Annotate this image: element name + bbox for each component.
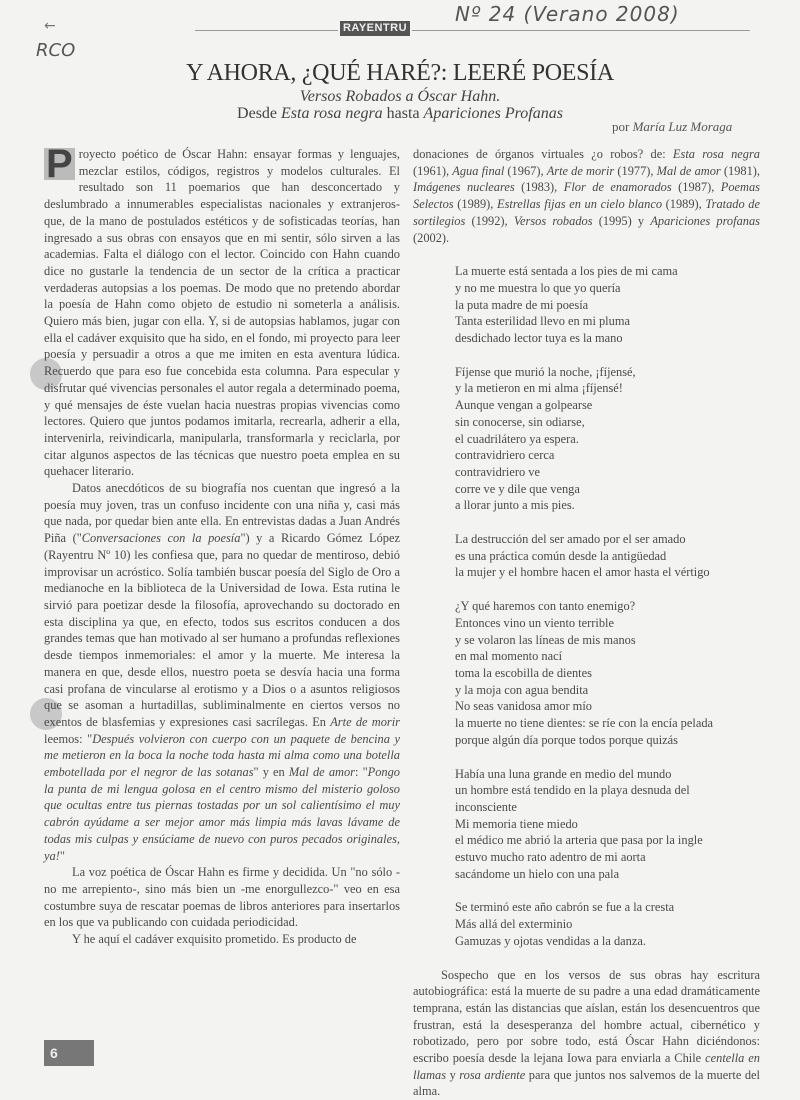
poem-line: es una práctica común desde la antigüedad	[455, 548, 667, 563]
italic-text: Apariciones profanas	[650, 213, 760, 228]
text-run: para que juntos nos salvemos de la muerte del alma.	[413, 1067, 760, 1099]
italic-text: Flor de enamorados	[563, 180, 672, 195]
italic-text: rosa ardiente	[459, 1067, 526, 1082]
text-run: hasta	[382, 105, 424, 122]
italic-text: Poemas Selectos	[413, 180, 760, 212]
poem-line: la puta madre de mi poesía	[455, 297, 589, 312]
text-run: La voz poética de Óscar Hahn es firme y decidida. Un "no sólo -no me arrepiento-, sino más bien un -me enorgullezco-" veo en esa costumbre suya de rescatar poemas de libros anteriores para insertarlos en los que va publicando con cuidada periodicidad.	[44, 865, 400, 930]
italic-text: Mal de amor	[288, 765, 355, 780]
poem-line: Mi memoria tiene miedo	[455, 816, 578, 831]
poem-line: Más allá del exterminio	[455, 917, 573, 932]
text-run: royecto poético de Óscar Hahn: ensayar formas y lenguajes, mezclar estilos, códigos, registros y modelos culturales. El resultado son 11 poemarios que han desconcertado y deslumbrado a innumerables especialistas nacionales y extranjeros- que, de la mano de postulados estéticos y de sofisticadas teorías, han ingresado a sus obras con ensayos que en mi sentir, sólo sirven a las academias. Falta el diálogo con el lector. Coincido con Hahn cuando dice no gustarle la tendencia de un sector de la crítica a practicar verdaderas autopsias a los poemas. De modo que no pretendo abordar la poesía de Hahn como objeto de estudio ni someterla a análisis. Quiero más bien, jugar con ella. Y, si de autopsias hablamos, jugar con ella el cadáver exquisito que ha sido, en el fondo, mi proyecto para leer poesía y persuadir a otros a que me imiten en esta aventura lúdica. Recuerdo que para eso fue concebida esta columna. Para especular y disfrutar qué vivencias personales el autor regala a determinado poema, y qué mensajes de éste vuelan hacia nuestras propias vivencias como lectores. Quiero que juntos podamos imitarla, recrearla, adherir a ella, intervenirla, reivindicarla, manipularla, transformarla y reciclarla, por citar algunos aspectos de las técnicas que nuestro poeta emplea en su quehacer literario.	[44, 147, 400, 479]
italic-text: Versos robados	[513, 213, 593, 228]
sources-paragraph	[413, 146, 760, 246]
body-paragraph	[44, 142, 400, 480]
poem-line: Entonces vino un viento terrible	[455, 615, 614, 630]
text-run: y	[446, 1067, 460, 1082]
poem-line: y la moja con agua bendita	[455, 682, 589, 697]
text-run: (1989),	[662, 197, 706, 212]
poem-line: y la metieron en mi alma ¡fíjensé!	[455, 381, 623, 396]
italic-text: Imágenes nucleares	[413, 180, 515, 195]
italic-text: Arte de morir	[546, 163, 615, 178]
italic-text: Apariciones Profanas	[423, 105, 563, 122]
italic-text: Tratado de sortilegios	[413, 197, 761, 228]
text-run: " y en	[253, 765, 289, 780]
page-number: 6	[44, 1040, 94, 1066]
text-run: "	[59, 848, 65, 863]
left-column	[44, 142, 400, 948]
text-run: (1995) y	[592, 213, 651, 228]
text-run: (1967),	[504, 163, 547, 178]
poem-line: el médico me abrió la arteria que pasa por la ingle	[455, 833, 703, 848]
text-run: (1981),	[720, 163, 761, 178]
poem-line: corre ve y dile que venga	[455, 481, 580, 496]
handwritten-issue-note: Nº 24 (Verano 2008)	[455, 2, 680, 26]
poem-line: No seas vanidosa amor mío	[455, 699, 592, 714]
poem-line: Gamuzas y ojotas vendidas a la danza.	[455, 933, 646, 948]
text-run: Desde	[237, 105, 282, 122]
poem-line: Fíjense que murió la noche, ¡fíjensé,	[455, 364, 636, 379]
poem-line: contravidriero cerca	[455, 448, 555, 463]
poem-line: inconsciente	[455, 799, 517, 814]
article-subtitle: Versos Robados a Óscar Hahn.	[299, 88, 501, 105]
poem-line: Se terminó este año cabrón se fue a la cresta	[455, 900, 675, 915]
italic-text: Conversaciones con la poesía	[81, 531, 241, 546]
poem-line: estuvo mucho rato adentro de mi aorta	[455, 850, 646, 865]
byline	[612, 119, 732, 135]
poem-stanza	[455, 598, 760, 748]
exquisite-corpse-poem	[455, 263, 760, 949]
text-run: (1977),	[614, 163, 657, 178]
text-run: (1983),	[514, 180, 564, 195]
text-run: Datos anecdóticos de su biografía nos cuentan que ingresó a la poesía muy joven, tras un confuso incidente con una niña y, casi más que nada, por quedar bien ante ella. En entrevistas dadas a Juan Andrés Piña ("	[44, 481, 400, 546]
poem-line: toma la escobilla de dientes	[455, 665, 592, 680]
poem-line: y no me muestra lo que yo quería	[455, 280, 621, 295]
italic-text: centella en llamas	[413, 1051, 760, 1082]
margin-arrow-mark: ←	[44, 18, 56, 34]
masthead-logo: RAYENTRU	[340, 21, 410, 36]
text-run: donaciones de órganos virtuales ¿o robos? de:	[413, 147, 673, 161]
italic-text: Estrellas fijas en un cielo blanco	[497, 197, 663, 212]
poem-line: ¿Y qué haremos con tanto enemigo?	[455, 599, 636, 614]
byline-author: María Luz Moraga	[632, 119, 733, 134]
text-run: (1987),	[671, 180, 721, 195]
italic-text: Esta rosa negra	[281, 105, 383, 122]
poem-line: a llorar junto a mis pies.	[455, 498, 575, 513]
text-run: : "	[354, 765, 368, 780]
right-column	[413, 146, 760, 1100]
poem-line: sacándome un hielo con una pala	[455, 866, 620, 881]
header-rule-left	[195, 30, 338, 31]
body-paragraph	[44, 480, 400, 864]
text-run: Sospecho que en los versos de sus obras hay escritura autobiográfica: está la muerte de su padre a una edad dramáticamente temprana, están las distancias que aíslan, están los desencuentros que frustran, está la desesperanza del hombre actual, cibernético y robotizado, pero por sobre todo, está Óscar Hahn diciéndonos: escribo poesía desde la lejana Iowa para enviarla a Chile	[413, 967, 760, 1066]
drop-cap: P	[46, 142, 73, 186]
poem-line: La destrucción del ser amado por el ser amado	[455, 532, 686, 547]
text-run: (1989),	[453, 197, 498, 212]
poem-line: sin conocerse, sin odiarse,	[455, 414, 585, 429]
poem-line: contravidriero ve	[455, 464, 540, 479]
body-paragraph	[44, 931, 400, 948]
text-run: leemos: "	[44, 731, 93, 746]
italic-text: Después volvieron con cuerpo con un paquete de bencina y me metieron en la boca la noche toda hasta mi alma como una botella embotellada por el negror de las sotanas	[44, 731, 400, 780]
poem-line: el cuadrilátero ya espera.	[455, 431, 579, 446]
closing-paragraph	[413, 967, 760, 1100]
poem-stanza	[455, 263, 760, 347]
poem-line: un hombre está tendido en la playa desnuda del	[455, 783, 690, 798]
poem-line: la muerte no tiene dientes: se ríe con la encía pelada	[455, 716, 714, 731]
text-run: (2002).	[413, 230, 450, 245]
text-run: ") y a Ricardo Gómez López (Rayentru Nº 10) les confiesa que, para no quedar de mentiroso, debió improvisar un acróstico. Solía también buscar poesía del Siglo de Oro a medianoche en la biblioteca de la Universidad de Iowa. Esta rutina le sirvió para poetizar desde la filosofía, aprovechando su doctorado en esta disciplina ya que, en efecto, todos sus escritos conducen a dos grandes temas que han motivado al ser humano a profundas reflexiones desde tiempos inmemoriales: el amor y la muerte. Me interesa la manera en que, desde ellos, nuestro poeta se desvía hacia una forma casi profana de vincularse al erotismo y a Dios o a asuntos religiosos que se asoman a hurtadillas, subliminalmente en ciertos versos no exentos de blasfemias y expresiones casi sacrílegas. En	[44, 531, 400, 729]
poem-line: desdichado lector tuya es la mano	[455, 331, 623, 346]
italic-text: Mal de amor	[656, 163, 721, 178]
poem-stanza	[455, 766, 760, 883]
header-rule-right	[412, 30, 750, 31]
poem-stanza	[455, 899, 760, 949]
poem-line: Tanta esterilidad llevo en mi pluma	[455, 314, 630, 329]
poem-line: y se volaron las líneas de mis manos	[455, 632, 636, 647]
italic-text: Pongo la punta de mi lengua golosa en el centro mismo del misterio goloso que ocultas entre tus piernas tostadas por un sol calientísimo el muy cabrón ayúdame a ser mejor amor más limpia más lavas lávame de todas mis culpas y ensúciame de nuevo con puros pecados originales, ya!	[44, 765, 400, 863]
italic-text: Agua final	[452, 163, 505, 178]
handwritten-margin-note: RCO	[36, 40, 76, 61]
text-run: Y he aquí el cadáver exquisito prometido. Es producto de	[72, 932, 357, 947]
text-run: (1961),	[413, 163, 453, 178]
poem-line: porque algún día porque todos porque quizás	[455, 732, 678, 747]
body-paragraph	[44, 864, 400, 931]
article-title: Y AHORA, ¿QUÉ HARÉ?: LEERÉ POESÍA	[186, 60, 614, 86]
byline-prefix: por	[612, 119, 633, 134]
poem-line: en mal momento nací	[455, 649, 563, 664]
text-run: (1992),	[465, 213, 514, 228]
poem-line: Había una luna grande en medio del mundo	[455, 766, 672, 781]
poem-line: Aunque vengan a golpearse	[455, 398, 593, 413]
poem-line: la mujer y el hombre hacen el amor hasta el vértigo	[455, 565, 710, 580]
poem-stanza	[455, 364, 760, 514]
italic-text: Esta rosa negra	[672, 147, 760, 161]
italic-text: Arte de morir	[330, 714, 400, 729]
poem-stanza	[455, 531, 760, 581]
poem-line: La muerte está sentada a los pies de mi cama	[455, 264, 678, 279]
